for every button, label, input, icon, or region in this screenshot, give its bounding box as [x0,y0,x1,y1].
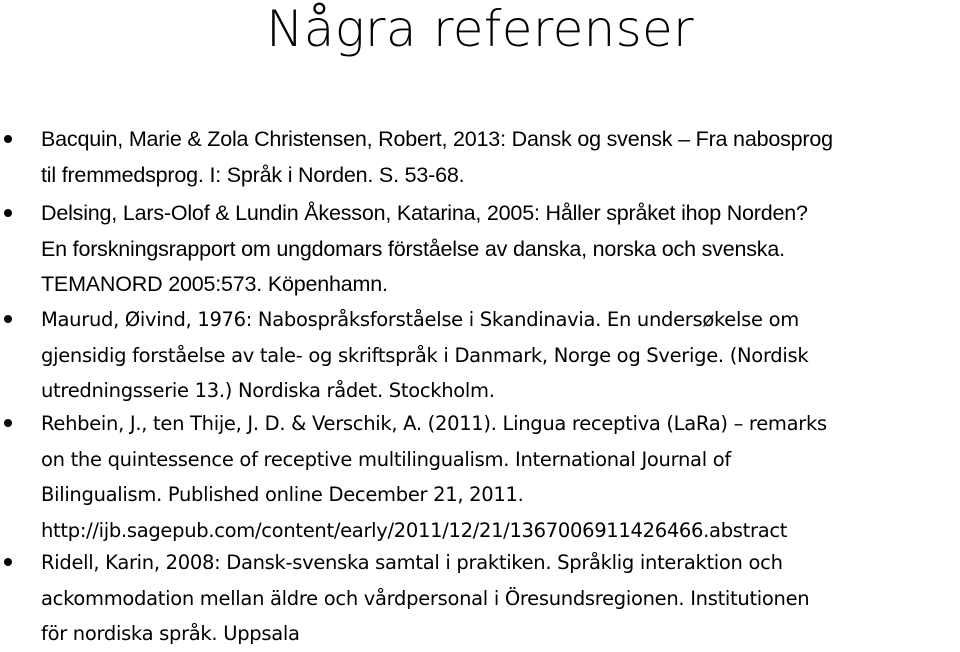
reference-line: til fremmedsprog. I: Språk i Norden. S. 53-68. [41,162,465,187]
bullet-icon [4,209,12,217]
reference-line: Ridell, Karin, 2008: Dansk-svenska samtal i praktiken. Språklig interaktion och [41,551,783,574]
reference-line: Bacquin, Marie & Zola Christensen, Robert, 2013: Dansk og svensk – Fra nabosprog [41,127,833,151]
reference-line: En forskningsrapport om ungdomars förståelse av danska, norska och svenska. [41,236,785,261]
reference-line: för nordiska språk. Uppsala [41,622,300,645]
reference-item [41,545,956,652]
bullet-icon [4,315,12,323]
reference-item [41,122,956,193]
reference-line: ackommodation mellan äldre och vårdpersonal i Öresundsregionen. Institutionen [41,586,810,610]
reference-item [41,406,956,548]
reference-link[interactable]: http://ijb.sagepub.com/content/early/2011/12/21/1367006911426466.abstract [41,518,788,542]
reference-line: Delsing, Lars-Olof & Lundin Åkesson, Katarina, 2005: Håller språket ihop Norden? [41,201,808,225]
reference-line: Rehbein, J., ten Thije, J. D. & Verschik, A. (2011). Lingua receptiva (LaRa) – remarks [41,412,827,435]
bullet-icon [4,558,12,566]
reference-item [41,196,956,303]
reference-line: Bilingualism. Published online December 21, 2011. [41,483,524,506]
reference-item [41,302,956,409]
slide-title: Några referenser [266,0,694,58]
reference-line: TEMANORD 2005:573. Köpenhamn. [41,272,388,296]
reference-line: Maurud, Øivind, 1976: Nabospråksforståelse i Skandinavia. En undersøkelse om [41,308,799,331]
bullet-icon [4,419,12,427]
reference-line: on the quintessence of receptive multilingualism. International Journal of [41,447,731,471]
reference-line: utredningsserie 13.) Nordiska rådet. Stockholm. [41,379,495,402]
bullet-icon [4,135,12,143]
reference-line: gjensidig forståelse av tale- og skriftspråk i Danmark, Norge og Sverige. (Nordisk [41,343,809,367]
